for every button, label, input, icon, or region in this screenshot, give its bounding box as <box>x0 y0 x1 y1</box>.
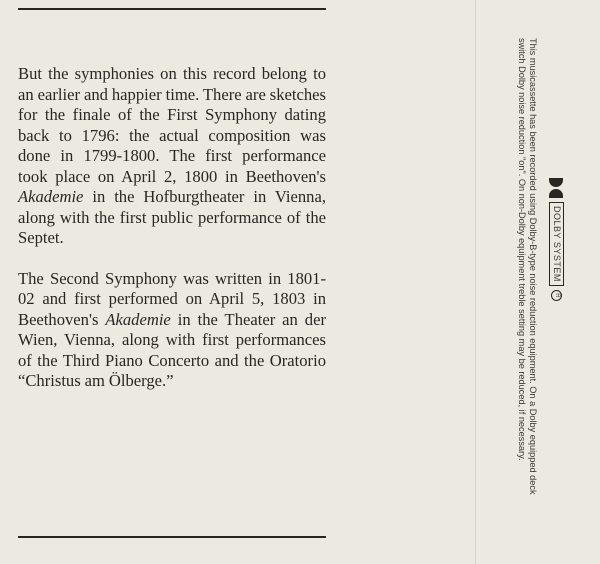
italic-term: Akademie <box>18 187 84 206</box>
dolby-logo <box>549 178 564 301</box>
paragraph-first-symphony <box>18 64 326 249</box>
italic-term: Akademie <box>105 309 171 329</box>
top-rule <box>18 8 326 10</box>
paragraph-text: in the Hofburgtheater in Vienna, along with the first public performance of the Septet. <box>18 187 326 247</box>
paragraph-text: But the symphonies on this record belong to an earlier and happier time. There are sketches for the finale of the First Symphony dating back to 1796: the actual composition was done in 1799-1800. The first performance took place on April 2, 1800 in Beethoven's <box>18 64 326 186</box>
dolby-notice: This musicassette has been recorded using Dolby-B-type noise reduction equipment. On a Dolby equipped deck switch Dolby noise reduction "on". On non-Dolby equipment treble setting may be reduced, if necessary. <box>517 38 538 495</box>
liner-notes-text <box>18 64 326 412</box>
panel-fold-line <box>475 0 476 564</box>
dolby-system-label: DOLBY SYSTEM <box>549 202 564 286</box>
paragraph-second-symphony <box>18 269 326 392</box>
dolby-side-panel <box>484 38 562 518</box>
registered-icon: R <box>551 290 562 301</box>
paragraph-text: in the Theater an der Wien, Vienna, along with first performances of the Third Piano Concerto and the Oratorio “Christus am Ölberge.” <box>18 309 326 390</box>
bottom-rule <box>18 536 326 538</box>
paragraph-text: The Second Symphony was written in 1801-02 and first performed on April 5, 1803 in Beethoven's <box>18 268 326 329</box>
dolby-double-d-icon <box>550 178 564 198</box>
